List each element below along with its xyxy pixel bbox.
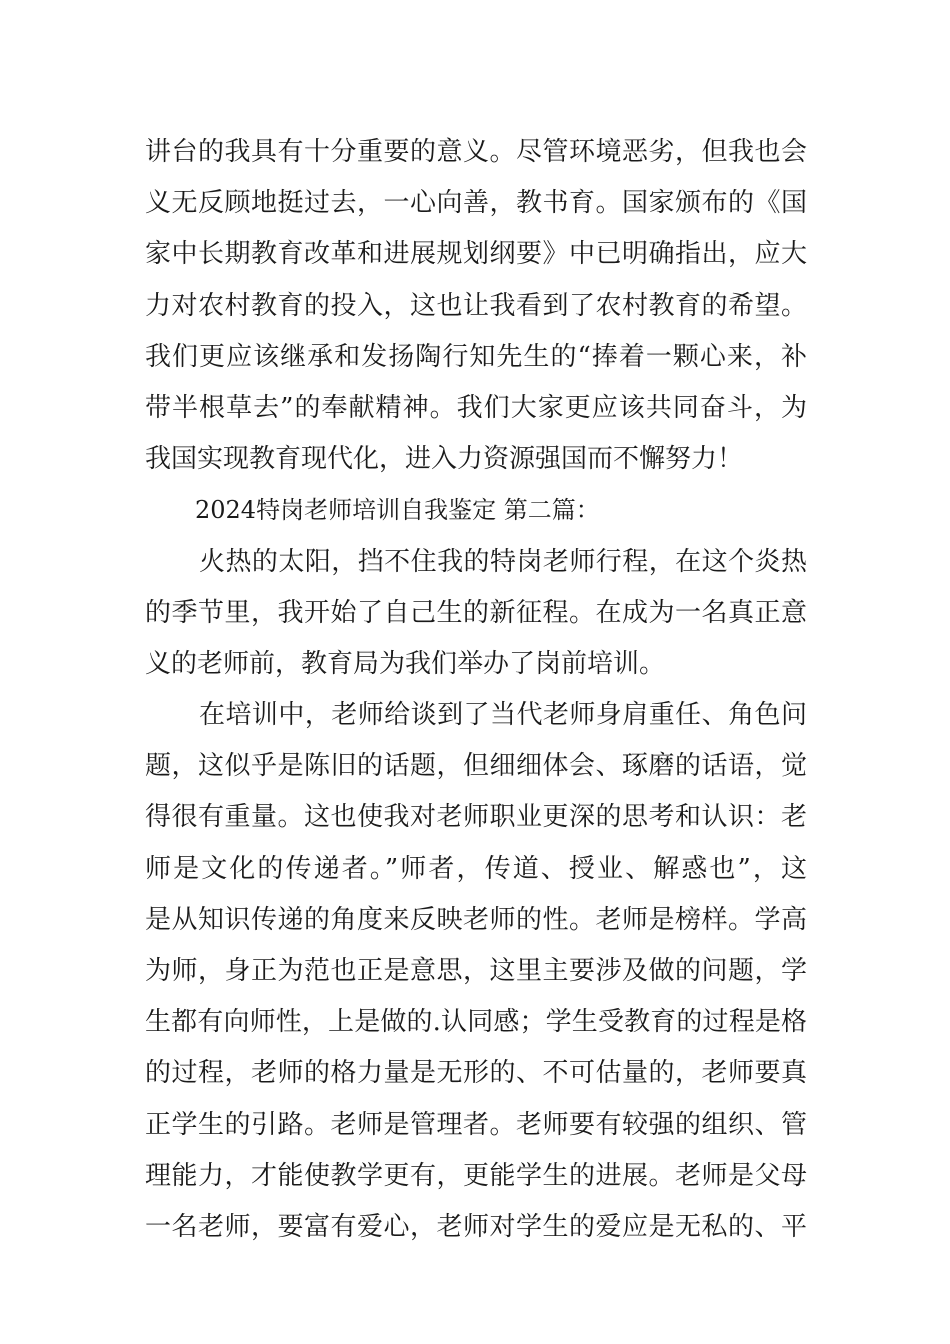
text-line: 力对农村教育的投入，这也让我看到了农村教育的希望。 (145, 290, 807, 321)
text-line: 讲台的我具有十分重要的意义。尽管环境恶劣，但我也会 (145, 137, 807, 167)
text-line: 义无反顾地挺过去，一心向善，教书育。国家颁布的《国 (145, 188, 807, 219)
text-line: 题，这似乎是陈旧的话题，但细细体会、琢磨的话语，觉 (145, 751, 807, 782)
text-line: 得很有重量。这也使我对老师职业更深的思考和认识：老 (145, 802, 807, 833)
text-line: 带半根草去”的奉献精神。我们大家更应该共同奋斗，为 (145, 392, 807, 423)
text-line: 火热的太阳，挡不住我的特岗老师行程，在这个炎热 (199, 546, 807, 577)
text-line: 是从知识传递的角度来反映老师的性。老师是榜样。学高 (145, 904, 807, 935)
text-line: 的过程，老师的格力量是无形的、不可估量的，老师要真 (145, 1058, 807, 1089)
text-line: 生都有向师性，上是做的.认同感；学生受教育的过程是格 (145, 1007, 807, 1038)
body-text (145, 127, 807, 1253)
text-line: 我国实现教育现代化，进入力资源强国而不懈努力！ (145, 444, 744, 475)
text-line: 理能力，才能使教学更有，更能学生的进展。老师是父母 (145, 1160, 807, 1191)
text-line: 师是文化的传递者。”师者，传道、授业、解惑也”，这 (145, 853, 807, 884)
text-line: 家中长期教育改革和进展规划纲要》中已明确指出，应大 (145, 239, 807, 270)
section-heading: 2024特岗老师培训自我鉴定 第二篇： (195, 496, 600, 525)
text-line: 在培训中，老师给谈到了当代老师身肩重任、角色问 (199, 700, 807, 731)
text-line: 为师，身正为范也正是意思，这里主要涉及做的问题，学 (145, 956, 807, 986)
text-line: 的季节里，我开始了自己生的新征程。在成为一名真正意 (145, 597, 807, 628)
text-line: 正学生的引路。老师是管理者。老师要有较强的组织、管 (145, 1109, 807, 1140)
text-line: 一名老师，要富有爱心，老师对学生的爱应是无私的、平 (145, 1211, 807, 1242)
text-line: 义的老师前，教育局为我们举办了岗前培训。 (145, 648, 666, 679)
text-line: 我们更应该继承和发扬陶行知先生的“捧着一颗心来，补 (145, 341, 807, 372)
